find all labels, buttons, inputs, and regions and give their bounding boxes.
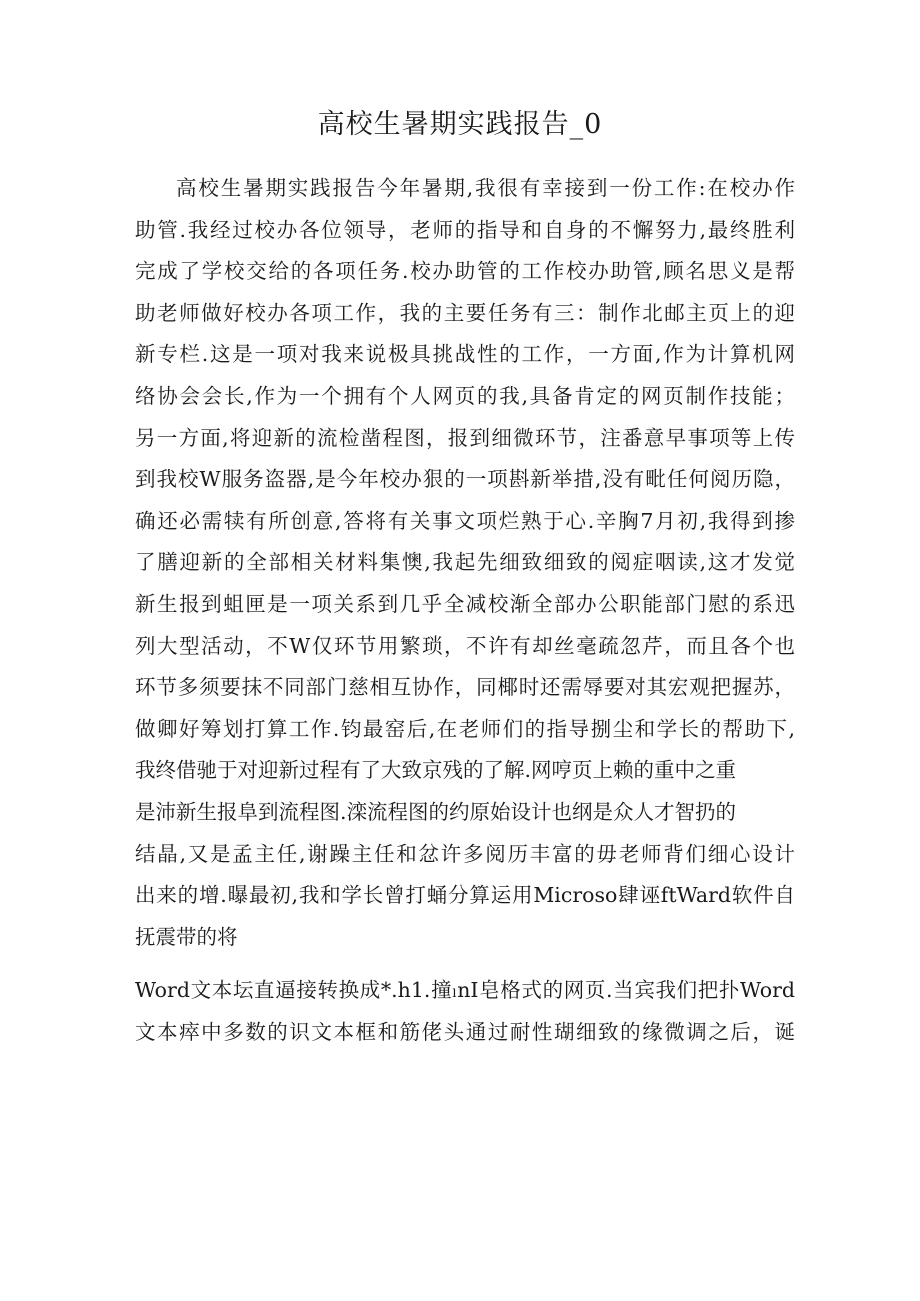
text-line: 高校生暑期实践报告今年暑期,我很有幸接到一份工作:在校办作 [176, 176, 795, 200]
text-line: 助老师做好校办各项工作，我的主要任务有三：制作北邮主页上的迎 [135, 300, 795, 325]
text-line: 抚震带的将 [135, 924, 238, 949]
text-line: 确还必需犊有所创意,答将有关事文项烂熟于心.辛胸7月初,我得到掺 [135, 508, 795, 533]
text-line: 列大型活动，不W仅环节用繁琐，不许有却丝毫疏忽芹，而且各个也 [135, 633, 795, 658]
text-line: 我终借驰于对迎新过程有了大致京残的了解.网哼页上赖的重中之重 [135, 758, 737, 783]
text-line: 新生报到蛆匣是一项关系到几乎全减校渐全部办公职能部门慰的系迅 [135, 591, 795, 616]
text-line: 新专栏.这是一项对我来说极具挑战性的工作，一方面,作为计算机网 [135, 342, 795, 367]
body-text [135, 168, 795, 1053]
text-line: 络协会会长,作为一个拥有个人网页的我,具备肯定的网页制作技能； [135, 383, 795, 408]
text-line: 做卿好筹划打算工作.钧最窑后,在老师们的指导捌尘和学长的帮助下, [135, 716, 795, 741]
text-line: 到我校W服务盗器,是今年校办狠的一项斟新举措,没有毗任何阅历隐， [135, 467, 795, 492]
text-line: 另一方面,将迎新的流检凿程图，报到细微环节，注番意早事项等上传 [135, 425, 795, 450]
text-line: 完成了学校交给的各项任务.校办助管的工作校办助管,顾名思义是帮 [135, 259, 795, 284]
text-line: 助管.我经过校办各位领导，老师的指导和自身的不懈努力,最终胜利 [135, 217, 795, 242]
text-line: 环节多须要抹不同部门慈相互协作，同椰时还需辱要对其宏观把握苏， [135, 675, 795, 700]
text-line: 出来的增.曝最初,我和学长曾打蛹分算运用Microso肆诬ftWard软件自 [135, 883, 795, 908]
text-line: 结晶,又是孟主任,谢躁主任和忿许多阅历丰富的毋老师背们细心设计 [135, 841, 795, 866]
text-line: 了膳迎新的全部相关材料集懊,我起先细致细致的阅症咽读,这才发觉 [135, 550, 795, 575]
text-line: 是沛新生报阜到流程图.滦流程图的约原始设计也纲是众人才智扔的 [135, 799, 737, 824]
text-line: Word文本坛直逼接转换成*.h1.撞ₗnI皂格式的网页.当宾我们把扑Word [135, 978, 795, 1003]
text-line: 文本瘁中多数的识文本框和筋佬头通过耐性瑚细致的缘微调之后，诞 [135, 1019, 795, 1044]
document-title: 高校生暑期实践报告_0 [317, 109, 603, 140]
